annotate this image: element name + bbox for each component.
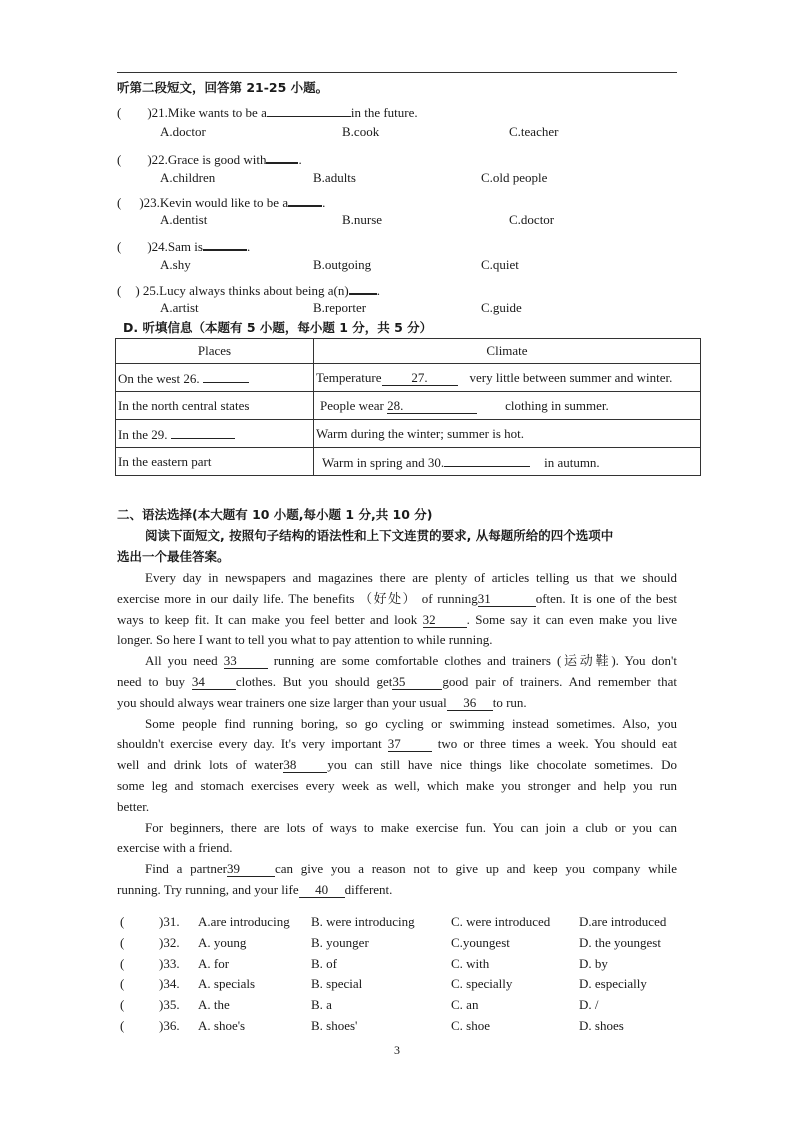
passage-line: better. [117, 798, 150, 814]
passage-line: longer. So here I want to tell you what to pay attention to while running. [117, 632, 493, 648]
climate-cell: Warm in spring and 30. in autumn. [314, 448, 701, 476]
table-row [116, 448, 701, 476]
option-b[interactable]: B. were introducing [311, 914, 415, 929]
option-a[interactable]: A. the [198, 997, 230, 1012]
col-header-places: Places [116, 339, 314, 364]
question-stem-tail: . [376, 283, 380, 298]
option-number: )36. [159, 1018, 180, 1033]
passage-line: exercise with a friend. [117, 840, 233, 856]
option-b[interactable]: B. special [311, 976, 363, 991]
answer-blank-26[interactable] [203, 368, 249, 383]
place-cell: In the eastern part [116, 448, 314, 476]
question-24 [117, 235, 250, 255]
question-stem: ) 25.Lucy always thinks about being a(n) [135, 283, 349, 298]
option-number: )31. [159, 914, 180, 929]
section-2-header: 二、语法选择(本大题有 10 小题,每小题 1 分,共 10 分) [117, 507, 433, 522]
table-row [116, 364, 701, 392]
top-rule [117, 72, 677, 73]
passage-line: shouldn't exercise every day. It's very important 37 two or three times a week. You should eat [117, 736, 677, 752]
question-stem: )23.Kevin would like to be a [139, 195, 289, 210]
place-cell: In the 29. [116, 420, 314, 448]
passage-line: All you need 33 running are some comfortable clothes and trainers (运动鞋). You don't [145, 653, 677, 669]
place-cell: In the north central states [116, 392, 314, 420]
question-22 [117, 148, 302, 168]
option-number: )34. [159, 976, 180, 991]
passage-line: Find a partner39 can give you a reason not to give up and keep you company while [145, 861, 678, 877]
question-stem-tail: . [322, 195, 326, 210]
passage-line: need to buy 34 clothes. But you should get35 good pair of trainers. And remember that [117, 673, 677, 689]
grammar-blank-34[interactable]: 34 [192, 675, 236, 690]
answer-blank[interactable] [203, 235, 247, 251]
option-number: )35. [159, 997, 180, 1012]
option-d[interactable]: D. by [579, 956, 608, 971]
option-d[interactable]: D. the youngest [579, 935, 661, 950]
question-stem: )24.Sam is [147, 239, 203, 254]
question-stem: )21.Mike wants to be a [147, 105, 267, 120]
table-row [116, 392, 701, 420]
option-a[interactable]: A. specials [198, 976, 256, 991]
option-c[interactable]: C.old people [481, 170, 548, 185]
col-header-climate: Climate [314, 339, 701, 364]
grammar-blank-31[interactable]: 31 [478, 592, 536, 607]
question-25 [117, 279, 380, 299]
section-c2-header: 听第二段短文，回答第 21-25 小题。 [117, 80, 329, 95]
passage-line: ways to keep fit. It can make you feel better and look 32 . Some say it can even make you live [117, 611, 678, 627]
option-paren: ( [120, 935, 125, 950]
answer-blank[interactable] [267, 102, 351, 117]
question-paren: ( [117, 105, 122, 120]
table-row [116, 420, 701, 448]
answer-blank[interactable] [266, 148, 298, 164]
option-a[interactable]: A. shoe's [198, 1018, 246, 1033]
passage-line: running. Try running, and your life 40 different. [117, 881, 393, 897]
question-stem-tail: in the future. [350, 105, 418, 120]
option-paren: ( [120, 914, 125, 929]
option-d[interactable]: D. shoes [579, 1018, 624, 1033]
question-paren: ( [117, 283, 122, 298]
option-c[interactable]: C.quiet [481, 257, 519, 272]
table-header-row [116, 339, 701, 364]
option-b[interactable]: B.nurse [342, 212, 383, 227]
answer-blank-29[interactable] [171, 424, 235, 439]
option-a[interactable]: A.dentist [160, 212, 208, 227]
grammar-blank-33[interactable]: 33 [224, 654, 268, 669]
option-paren: ( [120, 976, 125, 991]
option-c[interactable]: C.doctor [509, 212, 555, 227]
passage-line: exercise more in our daily life. The benefits （好处） of running31 often. It is one of the best [117, 590, 678, 606]
section-2-instruction: 阅读下面短文, 按照句子结构的语法性和上下文连贯的要求, 从每题所给的四个选项中 [145, 528, 614, 543]
grammar-blank-36[interactable]: 36 [447, 696, 493, 711]
option-d[interactable]: D. especially [579, 976, 647, 991]
question-paren: ( [117, 195, 122, 210]
option-c[interactable]: C. an [451, 997, 479, 1012]
option-d[interactable]: D. / [579, 997, 599, 1012]
question-paren: ( [117, 239, 122, 254]
section-2-instruction-cont: 选出一个最佳答案。 [117, 549, 230, 564]
option-c[interactable]: C. shoe [451, 1018, 490, 1033]
grammar-passage [117, 568, 677, 901]
passage-line: For beginners, there are lots of ways to make exercise fun. You can join a club or you can [145, 819, 677, 835]
answer-blank-28[interactable]: 28. [387, 399, 477, 414]
answer-blank-27[interactable]: 27. [382, 371, 458, 386]
grammar-blank-35[interactable]: 35 [392, 675, 442, 690]
climate-cell: People wear 28. clothing in summer. [314, 392, 701, 420]
option-c[interactable]: C.guide [481, 300, 522, 315]
passage-line: you should always wear trainers one size larger than your usual 36 to run. [117, 694, 527, 710]
climate-cell: Temperature 27. very little between summer and winter. [314, 364, 701, 392]
question-stem: )22.Grace is good with [147, 152, 267, 167]
question-stem-tail: . [298, 152, 302, 167]
section-d-header: D. 听填信息（本题有 5 小题，每小题 1 分，共 5 分） [123, 320, 433, 335]
passage-line: well and drink lots of water38 you can still have nice things like chocolate sometimes. Do [117, 757, 677, 773]
option-b[interactable]: B. shoes' [311, 1018, 358, 1033]
answer-blank[interactable] [288, 191, 322, 207]
option-paren: ( [120, 956, 125, 971]
question-stem-tail: . [246, 239, 251, 254]
page-number: 3 [394, 1043, 400, 1057]
option-c[interactable]: C. specially [451, 976, 513, 991]
listening-info-table [115, 338, 701, 476]
option-a[interactable]: A.children [160, 170, 216, 185]
option-c[interactable]: C.youngest [451, 935, 510, 950]
option-b[interactable]: B. a [311, 997, 332, 1012]
option-a[interactable]: A.artist [160, 300, 199, 315]
place-cell: On the west 26. [116, 364, 314, 392]
passage-line: Every day in newspapers and magazines there are plenty of articles telling us that we should [145, 570, 677, 585]
option-b[interactable]: B.cook [342, 124, 380, 139]
option-c[interactable]: C. with [451, 956, 490, 971]
option-b[interactable]: B. younger [311, 935, 369, 950]
question-23 [117, 191, 325, 211]
option-b[interactable]: B.outgoing [313, 257, 372, 272]
option-c[interactable]: C. were introduced [451, 914, 551, 929]
answer-blank-30[interactable] [444, 452, 530, 467]
answer-blank[interactable] [349, 279, 377, 295]
option-a[interactable]: A. for [198, 956, 230, 971]
passage-line: some leg and stomach exercises every week as well, which make you stronger and help you run [117, 777, 677, 793]
option-number: )32. [159, 935, 180, 950]
grammar-blank-32[interactable]: 32 [423, 613, 467, 628]
question-21 [117, 102, 418, 121]
option-a[interactable]: A.are introducing [198, 914, 290, 929]
grammar-blank-37[interactable]: 37 [388, 737, 432, 752]
grammar-blank-40[interactable]: 40 [299, 883, 345, 898]
option-d[interactable]: D.are introduced [579, 914, 667, 929]
option-b[interactable]: B.adults [313, 170, 356, 185]
option-number: )33. [159, 956, 180, 971]
option-a[interactable]: A.doctor [160, 124, 206, 139]
passage-line: Some people find running boring, so go cycling or swimming instead sometimes. Also, you [145, 715, 677, 731]
option-paren: ( [120, 997, 125, 1012]
option-b[interactable]: B. of [311, 956, 337, 971]
option-b[interactable]: B.reporter [313, 300, 367, 315]
grammar-blank-38[interactable]: 38 [283, 758, 327, 773]
option-a[interactable]: A.shy [160, 257, 191, 272]
climate-cell: Warm during the winter; summer is hot. [314, 420, 701, 448]
option-paren: ( [120, 1018, 125, 1033]
grammar-blank-39[interactable]: 39 [227, 862, 275, 877]
question-paren: ( [117, 152, 122, 167]
option-c[interactable]: C.teacher [509, 124, 559, 139]
option-a[interactable]: A. young [198, 935, 247, 950]
